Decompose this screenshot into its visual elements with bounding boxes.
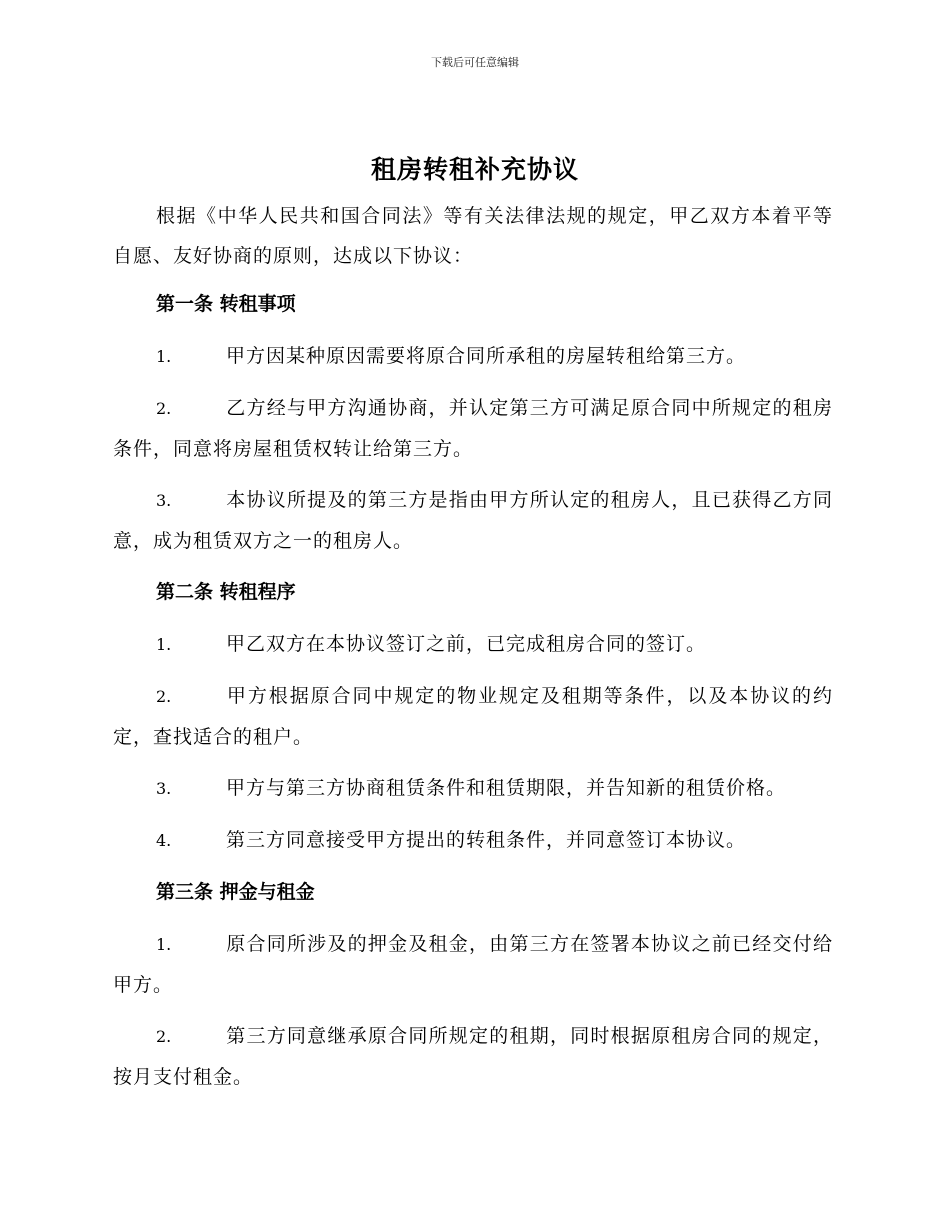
list-item (113, 924, 833, 1005)
section-heading: 第二条 转租程序 (156, 581, 296, 603)
item-text: 第三方同意继承原合同所规定的租期，同时根据原租房合同的规定，按月支付租金。 (113, 1025, 833, 1088)
item-number: 2. (156, 399, 172, 418)
item-text: 第三方同意接受甲方提出的转租条件，并同意签订本协议。 (226, 829, 747, 851)
item-number: 1. (156, 635, 172, 654)
item-number: 2. (156, 1027, 172, 1046)
item-text: 原合同所涉及的押金及租金，由第三方在签署本协议之前已经交付给甲方。 (113, 933, 833, 996)
list-item (113, 676, 833, 757)
list-item (113, 480, 833, 561)
intro-paragraph: 根据《中华人民共和国合同法》等有关法律法规的规定，甲乙双方本着平等自愿、友好协商的原则，达成以下协议： (113, 205, 833, 267)
list-item (113, 820, 833, 861)
item-number: 1. (156, 935, 172, 954)
item-text: 甲方因某种原因需要将原合同所承租的房屋转租给第三方。 (226, 345, 747, 367)
item-text: 甲方与第三方协商租赁条件和租赁期限，并告知新的租赁价格。 (226, 777, 787, 799)
list-item (113, 388, 833, 469)
document-title: 租房转租补充协议 (370, 155, 579, 184)
list-item (113, 1016, 833, 1097)
section-3 (113, 872, 833, 1097)
item-text: 乙方经与甲方沟通协商，并认定第三方可满足原合同中所规定的租房条件，同意将房屋租赁权转让给第三方。 (113, 397, 833, 460)
item-text: 甲乙双方在本协议签订之前，已完成租房合同的签订。 (226, 633, 707, 655)
item-text: 本协议所提及的第三方是指由甲方所认定的租房人，且已获得乙方同意，成为租赁双方之一的租房人。 (113, 489, 833, 552)
section-heading: 第三条 押金与租金 (156, 881, 315, 903)
item-text: 甲方根据原合同中规定的物业规定及租期等条件，以及本协议的约定，查找适合的租户。 (113, 685, 833, 748)
item-number: 1. (156, 347, 172, 366)
section-2 (113, 572, 833, 861)
header-note: 下载后可任意编辑 (431, 56, 519, 69)
list-item (113, 768, 833, 809)
item-number: 3. (156, 491, 172, 510)
item-number: 2. (156, 687, 172, 706)
section-heading: 第一条 转租事项 (156, 293, 296, 315)
list-item (113, 336, 833, 377)
document-body (113, 196, 833, 1108)
item-number: 3. (156, 779, 172, 798)
list-item (113, 624, 833, 665)
section-1 (113, 284, 833, 561)
item-number: 4. (156, 831, 172, 850)
